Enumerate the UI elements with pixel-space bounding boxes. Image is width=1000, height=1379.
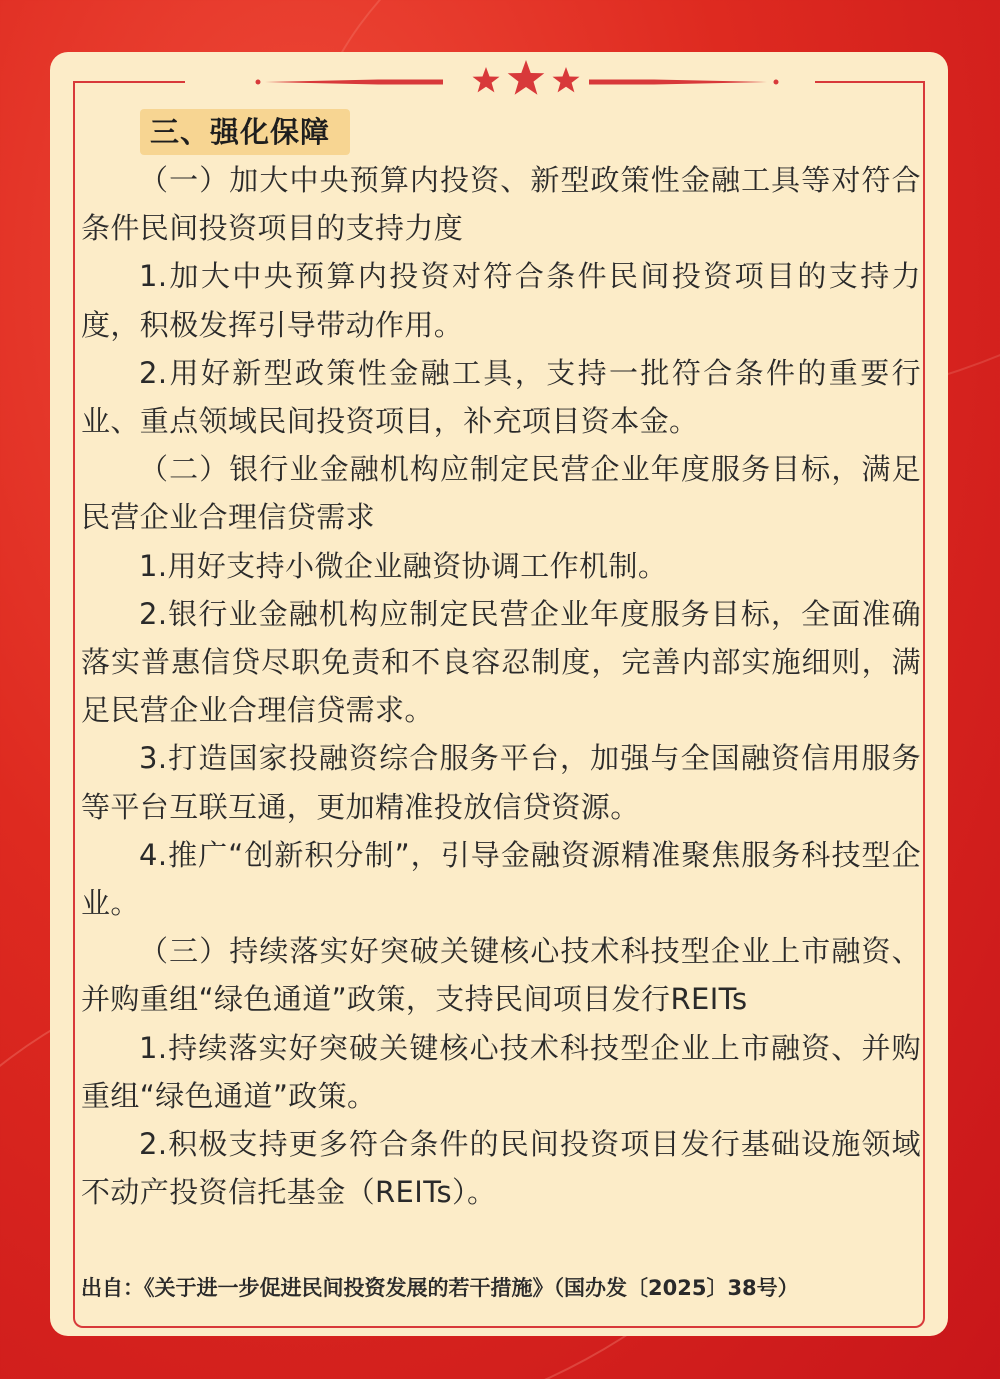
- paragraph: 1.持续落实好突破关键核心技术科技型企业上市融资、并购重组“绿色通道”政策。: [81, 1030, 921, 1113]
- document-body: [81, 156, 921, 1216]
- paragraph: 2.积极支持更多符合条件的民间投资项目发行基础设施领域不动产投资信托基金（REITs）。: [81, 1127, 921, 1210]
- paragraph: 2.银行业金融机构应制定民营企业年度服务目标，全面准确落实普惠信贷尽职免责和不良容忍制度，完善内部实施细则，满足民营企业合理信贷需求。: [81, 596, 921, 728]
- document-card: [50, 52, 948, 1336]
- paragraph: 2.用好新型政策性金融工具，支持一批符合条件的重要行业、重点领域民间投资项目，补充项目资本金。: [81, 355, 921, 439]
- source-citation: 出自：《关于进一步促进民间投资发展的若干措施》（国办发〔2025〕38号）: [81, 1276, 799, 1300]
- paragraph: 1.加大中央预算内投资对符合条件民间投资项目的支持力度，积极发挥引导带动作用。: [81, 259, 921, 342]
- section-heading: 三、强化保障: [140, 109, 350, 155]
- paragraph: 4.推广“创新积分制”，引导金融资源精准聚焦服务科技型企业。: [81, 837, 921, 921]
- subsection-heading: （二）银行业金融机构应制定民营企业年度服务目标，满足民营企业合理信贷需求: [81, 452, 921, 535]
- subsection-heading: （一）加大中央预算内投资、新型政策性金融工具等对符合条件民间投资项目的支持力度: [81, 163, 921, 246]
- paragraph: 3.打造国家投融资综合服务平台，加强与全国融资信用服务等平台互联互通，更加精准投放信贷资源。: [81, 741, 921, 824]
- subsection-heading: （三）持续落实好突破关键核心技术科技型企业上市融资、并购重组“绿色通道”政策，支持民间项目发行REITs: [81, 934, 921, 1017]
- paragraph: 1.用好支持小微企业融资协调工作机制。: [139, 548, 668, 583]
